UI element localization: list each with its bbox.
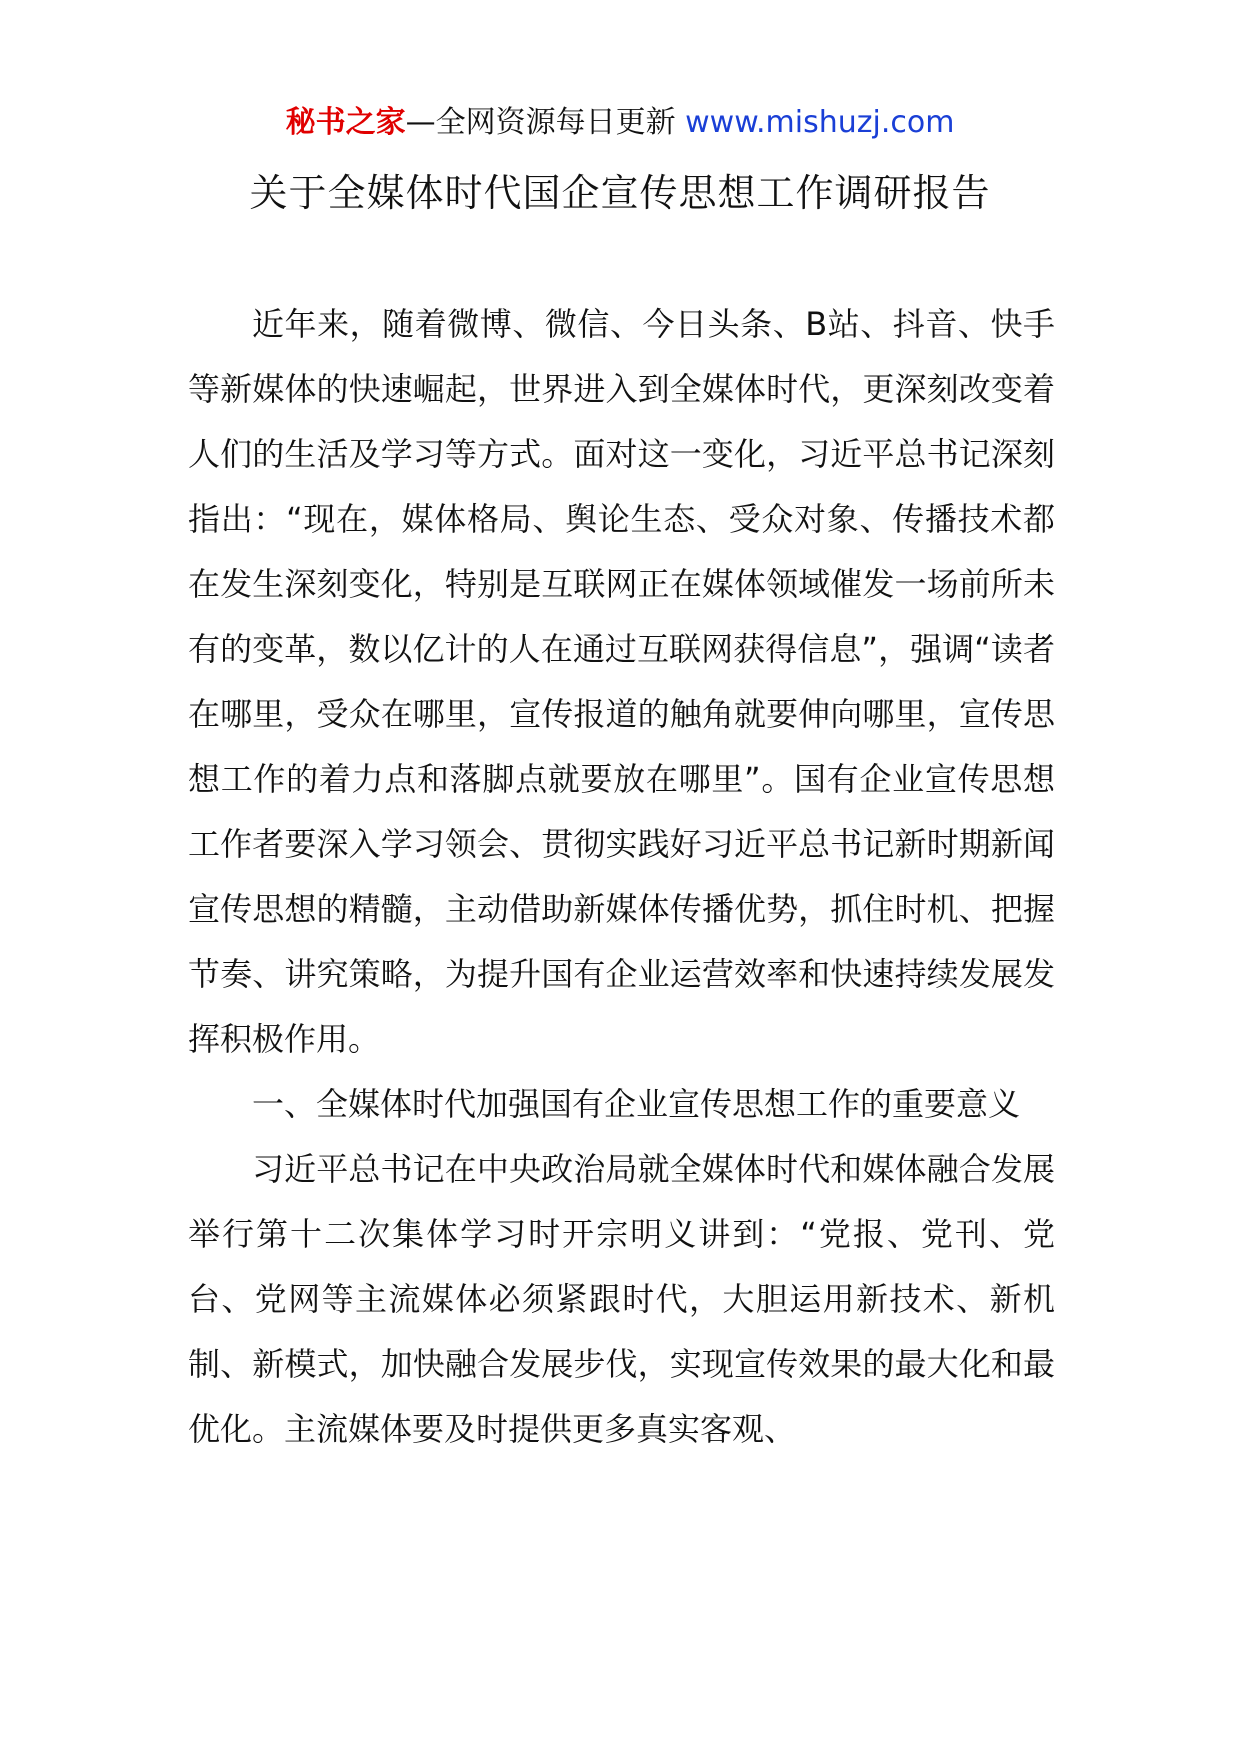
paragraph-section-1: 习近平总书记在中央政治局就全媒体时代和媒体融合发展举行第十二次集体学习时开宗明义讲到：“党报、党刊、党台、党网等主流媒体必须紧跟时代，大胆运用新技术、新机制、新模式，加快融合发展步伐，实现宣传效果的最大化和最优化。主流媒体要及时提供更多真实客观、 — [188, 1150, 1055, 1448]
site-url-link[interactable]: www.mishuzj.com — [685, 105, 955, 140]
site-name: 秘书之家 — [285, 105, 406, 140]
site-tagline: —全网资源每日更新 — [405, 105, 686, 140]
paragraph-intro: 近年来，随着微博、微信、今日头条、B站、抖音、快手等新媒体的快速崛起，世界进入到全媒体时代，更深刻改变着人们的生活及学习等方式。面对这一变化，习近平总书记深刻指出：“现在，媒体格局、舆论生态、受众对象、传播技术都在发生深刻变化，特别是互联网正在媒体领域催发一场前所未有的变革，数以亿计的人在通过互联网获得信息”，强调“读者在哪里，受众在哪里，宣传报道的触角就要伸向哪里，宣传思想工作的着力点和落脚点就要放在哪里”。国有企业宣传思想工作者要深入学习领会、贯彻实践好习近平总书记新时期新闻宣传思想的精髓，主动借助新媒体传播优势，抓住时机、把握节奏、讲究策略，为提升国有企业运营效率和快速持续发展发挥积极作用。 — [188, 305, 1055, 1058]
document-title: 关于全媒体时代国企宣传思想工作调研报告 — [249, 171, 991, 215]
site-header — [0, 103, 1240, 143]
section-heading-1: 一、全媒体时代加强国有企业宣传思想工作的重要意义 — [252, 1085, 1021, 1123]
document-body — [188, 292, 1055, 1462]
